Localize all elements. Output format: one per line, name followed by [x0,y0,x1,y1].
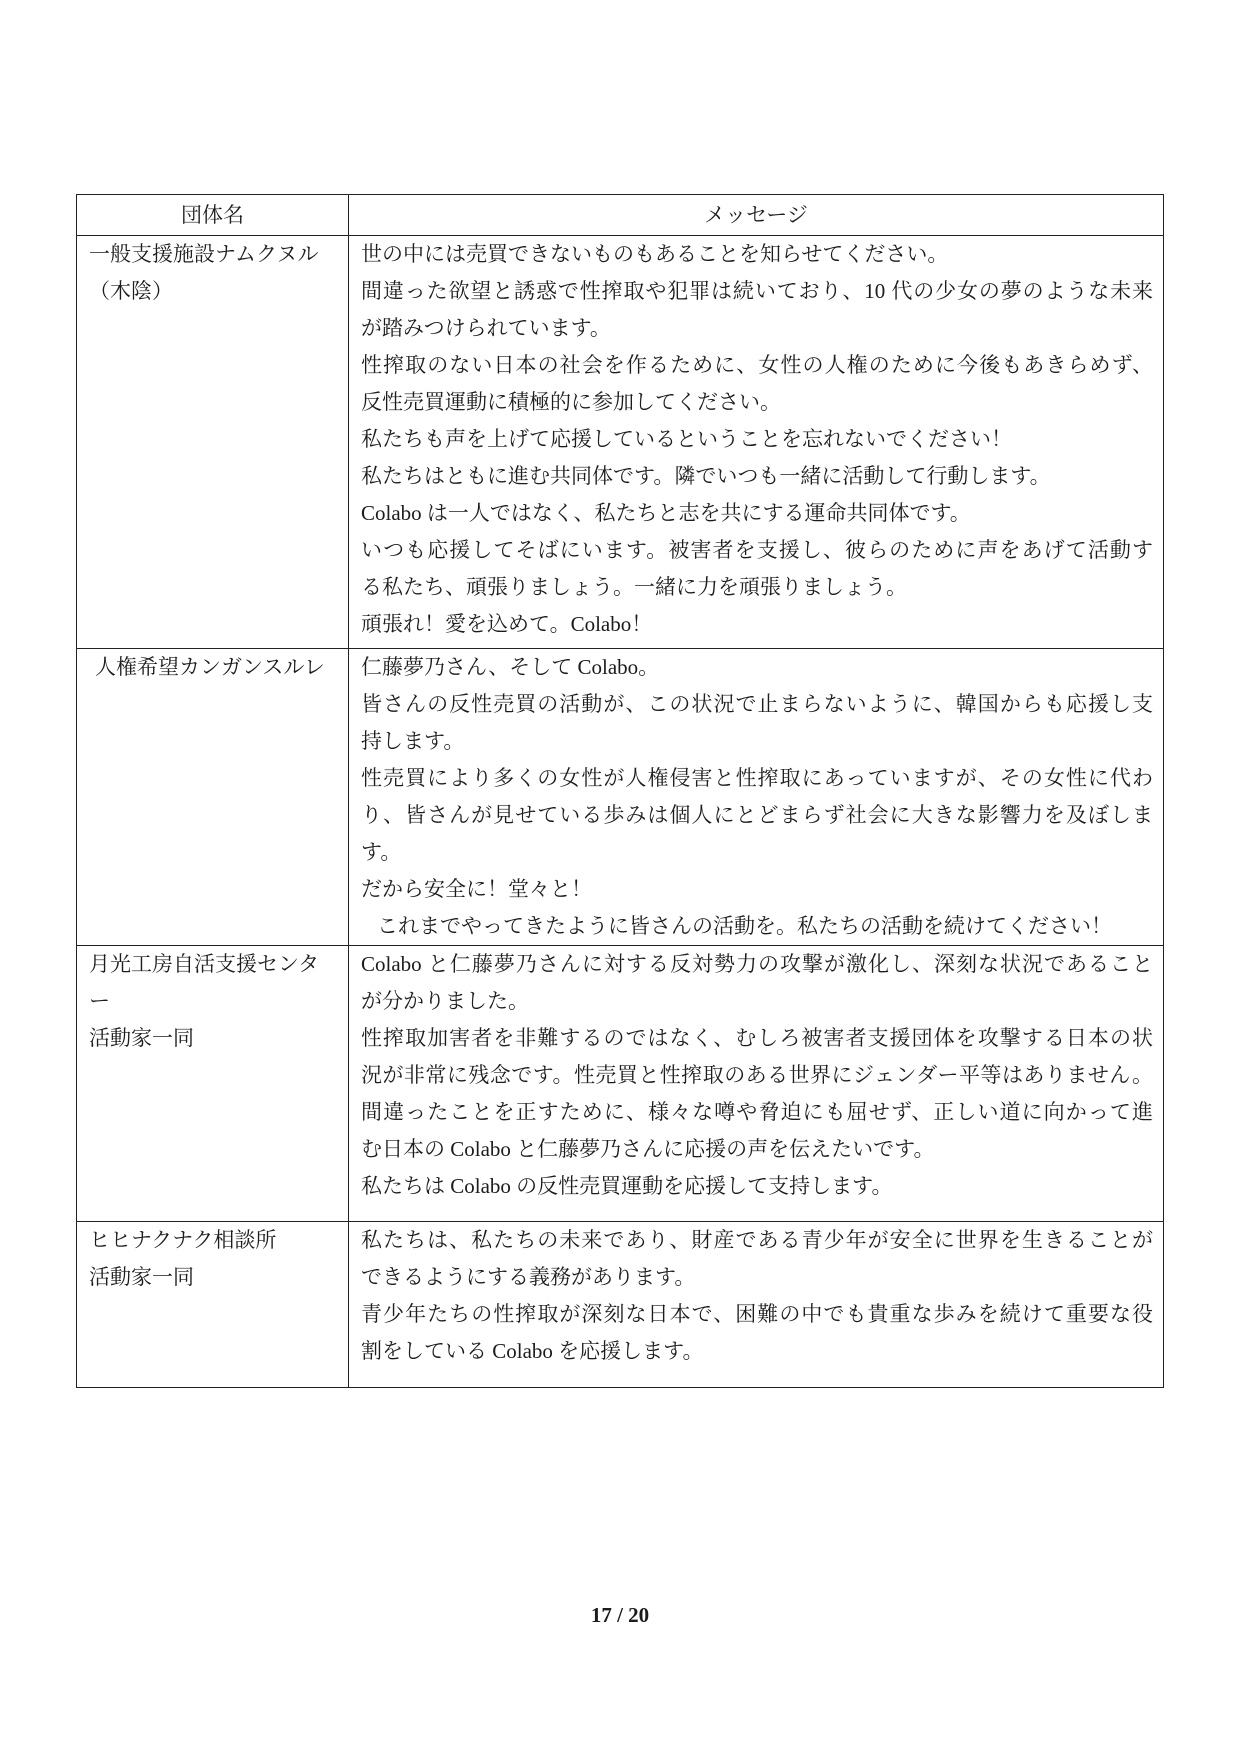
message-line: る私たち、頑張りましょう。一緒に力を頑張りましょう。 [361,575,907,599]
organization-line: ー [89,989,110,1013]
organization-line: 活動家一同 [89,1265,194,1289]
message-line: 割をしている Colabo を応援します。 [361,1339,704,1363]
message-line: 反性売買運動に積極的に参加してください。 [361,390,781,414]
message-line: 間違った欲望と誘惑で性搾取や犯罪は続いており、10 代の少女の夢のような未来 [361,279,1153,303]
message-line: 性売買により多くの女性が人権侵害と性搾取にあっていますが、その女性に代わ [361,766,1153,790]
organization-line: （木陰） [89,279,173,303]
organization-cell [77,649,349,945]
organization-cell [77,1222,349,1387]
message-line: だから安全に！堂々と！ [361,877,592,901]
message-line: 況が非常に残念です。性売買と性搾取のある世界にジェンダー平等はありません。 [361,1063,1153,1087]
message-line: 仁藤夢乃さん、そして Colabo。 [361,655,660,679]
organization-line: 人権希望カンガンスルレ [95,655,325,679]
organization-cell [77,236,349,648]
message-cell [349,649,1163,945]
message-line: 私たちは Colabo の反性売買運動を応援して支持します。 [361,1174,893,1198]
message-table [76,194,1164,1388]
message-cell [349,236,1163,648]
message-cell [349,1222,1163,1387]
message-line: 皆さんの反性売買の活動が、この状況で止まらないように、韓国からも応援し支 [361,692,1153,716]
message-line: 私たちはともに進む共同体です。隣でいつも一緒に活動して行動します。 [361,464,1051,488]
message-line: いつも応援してそばにいます。被害者を支援し、彼らのために声をあげて活動す [361,538,1153,562]
message-line: 世の中には売買できないものもあることを知らせてください。 [361,242,949,266]
page-number: 17 / 20 [590,1603,650,1627]
message-line: 持します。 [361,729,465,753]
header-message: メッセージ [704,203,808,227]
header-organization: 団体名 [77,195,349,235]
message-line: が分かりました。 [361,989,529,1013]
table-header [77,195,1163,235]
message-line: Colabo と仁藤夢乃さんに対する反対勢力の攻撃が激化し、深刻な状況であること [361,952,1153,976]
message-line: できるようにする義務があります。 [361,1265,696,1289]
table-row [77,235,1163,648]
message-line: これまでやってきたように皆さんの活動を。私たちの活動を続けてください！ [377,914,1112,938]
message-line: 私たちは、私たちの未来であり、財産である青少年が安全に世界を生きることが [361,1228,1153,1252]
table-row [77,945,1163,1221]
message-line: 青少年たちの性搾取が深刻な日本で、困難の中でも貴重な歩みを続けて重要な役 [361,1302,1153,1326]
message-line: 性搾取のない日本の社会を作るために、女性の人権のために今後もあきらめず、 [361,353,1153,377]
message-line: が踏みつけられています。 [361,316,611,340]
message-line: Colabo は一人ではなく、私たちと志を共にする運命共同体です。 [361,501,971,525]
message-line: 頑張れ！愛を込めて。Colabo！ [361,612,653,636]
message-line: 性搾取加害者を非難するのではなく、むしろ被害者支援団体を攻撃する日本の状 [361,1026,1153,1050]
message-line: り、皆さんが見せている歩みは個人にとどまらず社会に大きな影響力を及ぼしま [361,803,1153,827]
organization-line: ヒヒナクナク相談所 [89,1228,277,1252]
organization-line: 活動家一同 [89,1026,194,1050]
message-line: 間違ったことを正すために、様々な噂や脅迫にも屈せず、正しい道に向かって進 [361,1100,1153,1124]
organization-cell [77,946,349,1221]
organization-line: 月光工房自活支援センタ [89,952,320,976]
table-row [77,1221,1163,1387]
message-line: む日本の Colabo と仁藤夢乃さんに応援の声を伝えたいです。 [361,1137,935,1161]
message-cell [349,946,1163,1221]
message-line: す。 [361,840,402,864]
organization-line: 一般支援施設ナムクヌル [89,242,319,266]
table-row [77,648,1163,945]
message-line: 私たちも声を上げて応援しているということを忘れないでください！ [361,427,1012,451]
